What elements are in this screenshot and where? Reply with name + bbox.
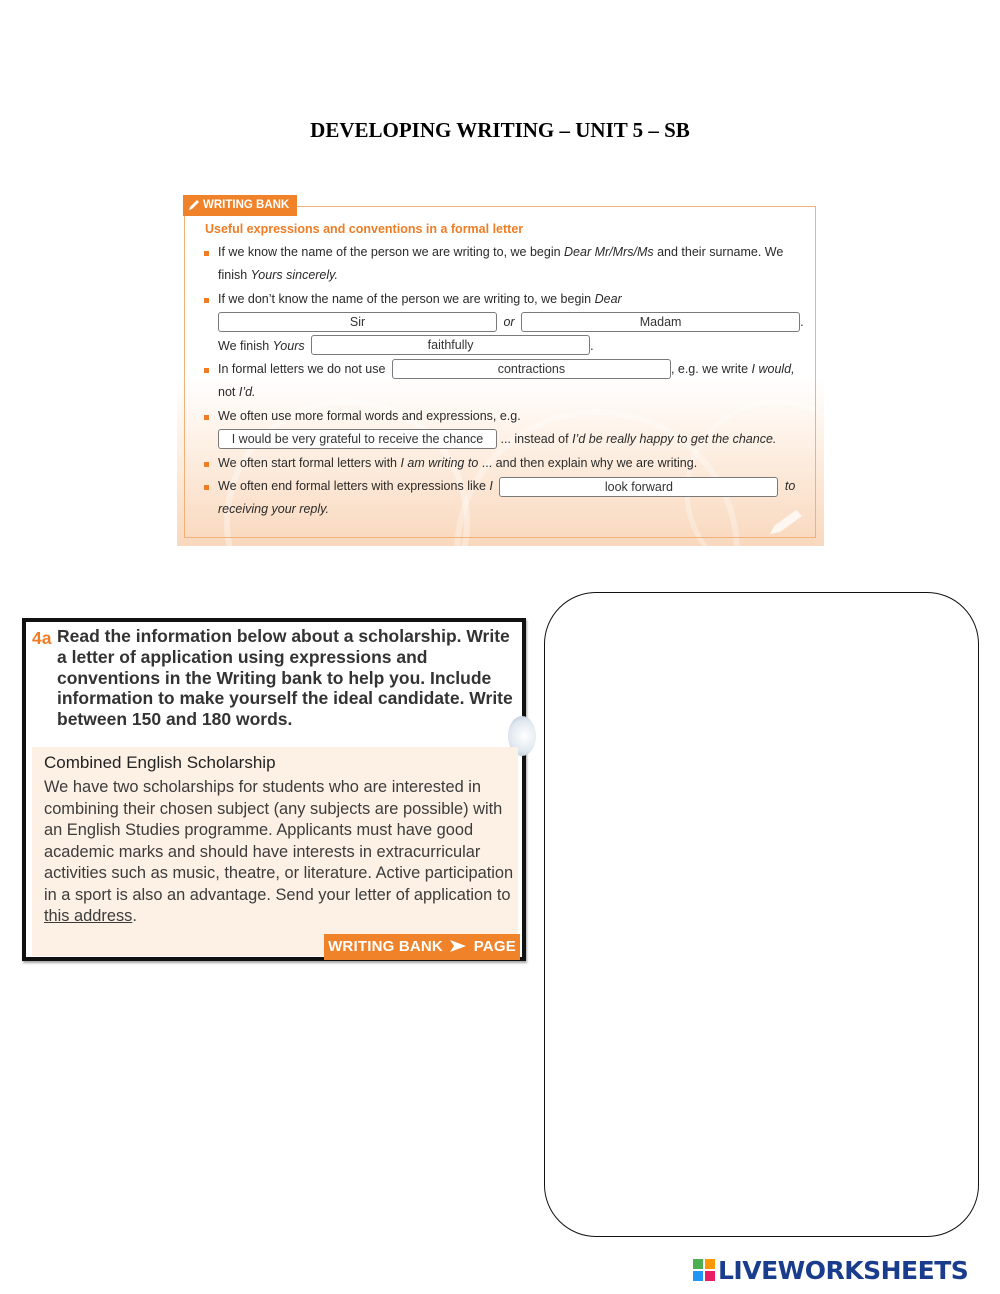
list-item: In formal letters we do not use contractions , e.g. we write I would, <box>202 358 806 381</box>
exercise-card <box>22 618 526 981</box>
bullet-icon <box>204 298 209 303</box>
exercise-number: 4a <box>32 628 52 648</box>
list-item: We often end formal letters with expressions like I look forward to <box>202 475 806 498</box>
list-item-continued: We finish Yours faithfully . <box>202 335 806 358</box>
answer-field-grateful[interactable]: I would be very grateful to receive the chance <box>218 429 497 449</box>
list-item-continued: receiving your reply. <box>218 502 329 517</box>
scholarship-title: Combined English Scholarship <box>44 753 276 772</box>
bullet-icon <box>204 368 209 373</box>
writing-bank-tab <box>183 195 297 216</box>
answer-field-madam[interactable]: Madam <box>521 312 800 332</box>
scholarship-box <box>32 747 518 981</box>
writing-bank-panel <box>177 192 824 546</box>
answer-text-box[interactable] <box>544 592 979 1237</box>
liveworksheets-logo <box>692 1254 968 1286</box>
bullet-icon <box>204 485 209 490</box>
list-item-continued: finish Yours sincerely. <box>218 268 338 283</box>
answer-field-contractions[interactable]: contractions <box>392 359 671 379</box>
bullet-icon <box>204 462 209 467</box>
list-item: If we don’t know the name of the person we are writing to, we begin Dear <box>202 288 806 311</box>
answer-field-look-forward[interactable]: look forward <box>499 477 778 497</box>
writing-bank-list <box>202 241 806 522</box>
logo-text: LIVEWORKSHEETS <box>718 1255 969 1285</box>
writing-bank-heading: Useful expressions and conventions in a formal letter <box>205 222 524 236</box>
list-item: We often start formal letters with I am writing to ... and then explain why we are writing. <box>202 452 806 475</box>
writing-bank-tab-label: WRITING BANK <box>203 199 290 211</box>
page-title: DEVELOPING WRITING – UNIT 5 – SB <box>310 118 690 142</box>
answer-field-sir[interactable]: Sir <box>218 312 497 332</box>
scholarship-text: We have two scholarships for students who are interested in combining their chosen subject (any subjects are possible) with an English Studies programme. Applicants must have good academic marks and should have interests in extracurricular activities such as music, theatre, or literature. Active participation in a sport is also an advantage. Send your letter of application to this address. <box>44 778 514 925</box>
bullet-icon <box>204 415 209 420</box>
list-item-continued: I would be very grateful to receive the chance ... instead of I’d be really happy to get the chance. <box>202 428 806 451</box>
list-item-continued: Sir or Madam . <box>202 311 806 334</box>
list-item: If we know the name of the person we are writing to, we begin Dear Mr/Mrs/Ms and their surname. We <box>202 241 806 264</box>
answer-field-faithfully[interactable]: faithfully <box>311 335 590 355</box>
arrow-right-icon <box>450 940 466 952</box>
pencil-icon <box>187 198 201 212</box>
pencil-decoration-icon <box>766 506 808 536</box>
exercise-instruction: Read the information below about a scholarship. Write a letter of application using expressions and conventions in the Writing bank to help you. Include information to make yourself the ideal candidate. Write between 150 and 180 words. <box>57 626 513 730</box>
bullet-icon <box>204 251 209 256</box>
list-item-continued: not I’d. <box>218 385 256 400</box>
logo-mark-icon <box>692 1258 716 1282</box>
address-link[interactable]: this address <box>44 907 133 925</box>
list-item: We often use more formal words and expressions, e.g. <box>202 405 806 428</box>
writing-bank-reference: WRITING BANK PAGE 150 <box>324 934 520 960</box>
